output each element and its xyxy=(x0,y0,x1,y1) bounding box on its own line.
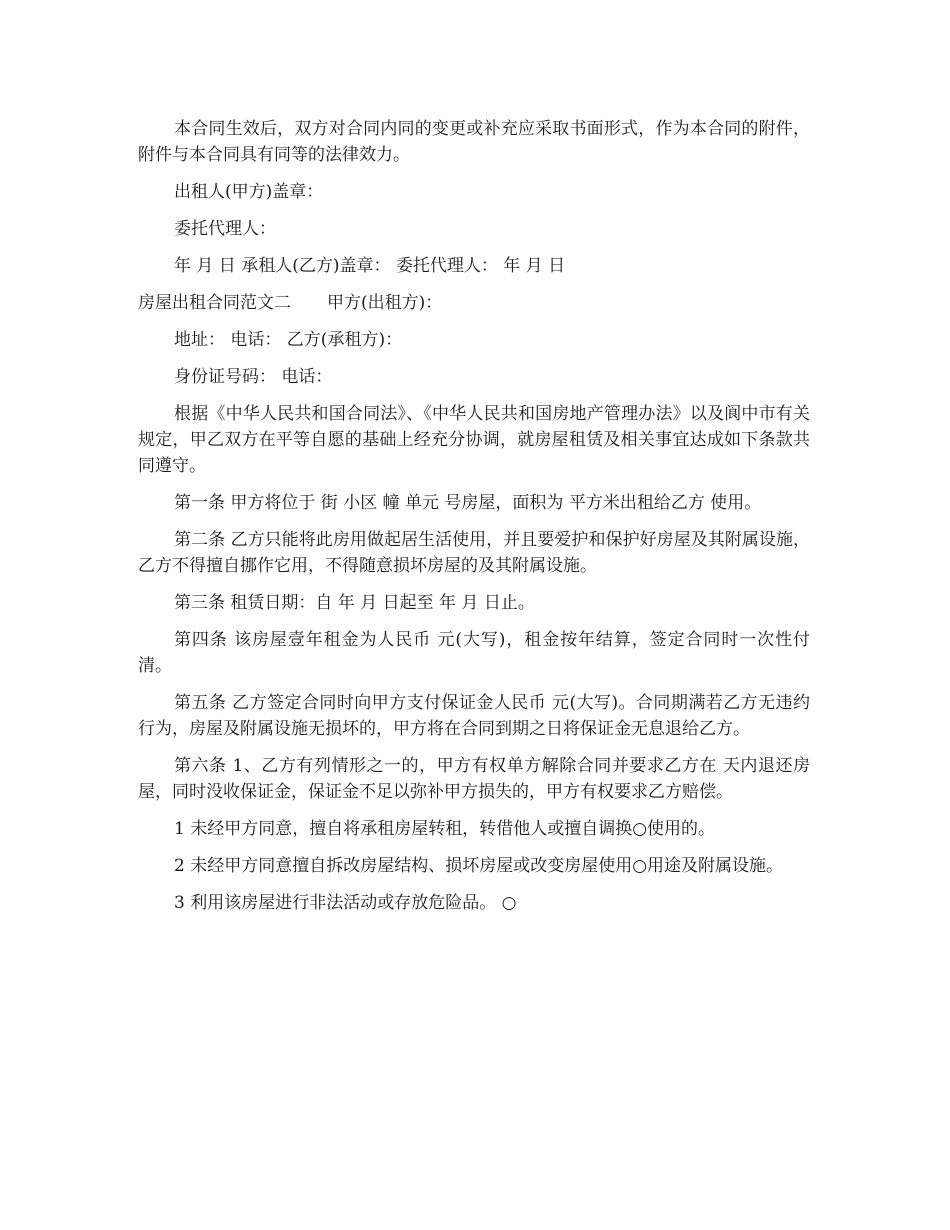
paragraph-address-phone: 地址： 电话： 乙方(承租方)： xyxy=(174,330,403,350)
paragraph-agent: 委托代理人： xyxy=(174,219,276,239)
clause-3: 第三条 租赁日期：自 年 月 日起至 年 月 日止。 xyxy=(174,593,535,613)
clause-5: 第五条 乙方签定合同时向甲方支付保证金人民币 元(大写)。合同期满若乙方无违约行为，房屋及附属设施无损坏的，甲方将在合同到期之日将保证金无息退给乙方。 xyxy=(138,693,810,739)
clause-1: 第一条 甲方将位于 街 小区 幢 单元 号房屋，面积为 平方米出租给乙方 使用。 xyxy=(174,493,762,513)
party-a-label: 甲方(出租方)： xyxy=(327,293,443,313)
paragraph-id-phone: 身份证号码： 电话： xyxy=(174,367,333,387)
clause-6-item-3: 3 利用该房屋进行非法活动或存放危险品。 ○ xyxy=(174,893,517,913)
clause-4: 第四条 该房屋壹年租金为人民币 元(大写)，租金按年结算，签定合同时一次性付清。 xyxy=(138,630,810,676)
document-page xyxy=(138,116,810,927)
paragraph-contract-amendments: 本合同生效后，双方对合同内同的变更或补充应采取书面形式，作为本合同的附件，附件与本合同具有同等的法律效力。 xyxy=(138,119,810,165)
section-heading-line xyxy=(138,290,810,316)
paragraph-lessee-seal-date: 年 月 日 承租人(乙方)盖章： 委托代理人： 年 月 日 xyxy=(174,256,566,276)
paragraph-legal-basis: 根据《中华人民共和国合同法》、《中华人民共和国房地产管理办法》以及阆中市有关规定，甲乙双方在平等自愿的基础上经充分协调，就房屋租赁及相关事宜达成如下条款共同遵守。 xyxy=(138,404,810,476)
section-title: 房屋出租合同范文二 xyxy=(138,293,291,313)
paragraph-lessor-seal: 出租人(甲方)盖章： xyxy=(174,182,324,202)
clause-6-item-1: 1 未经甲方同意，擅自将承租房屋转租，转借他人或擅自调换○使用的。 xyxy=(174,819,716,839)
clause-2: 第二条 乙方只能将此房用做起居生活使用，并且要爱护和保护好房屋及其附属设施，乙方不得擅自挪作它用，不得随意损坏房屋的及其附属设施。 xyxy=(138,530,810,576)
clause-6: 第六条 1、乙方有列情形之一的，甲方有权单方解除合同并要求乙方在 天内退还房屋，同时没收保证金，保证金不足以弥补甲方损失的，甲方有权要求乙方赔偿。 xyxy=(138,756,810,802)
clause-6-item-2: 2 未经甲方同意擅自拆改房屋结构、损坏房屋或改变房屋使用○用途及附属设施。 xyxy=(174,856,784,876)
